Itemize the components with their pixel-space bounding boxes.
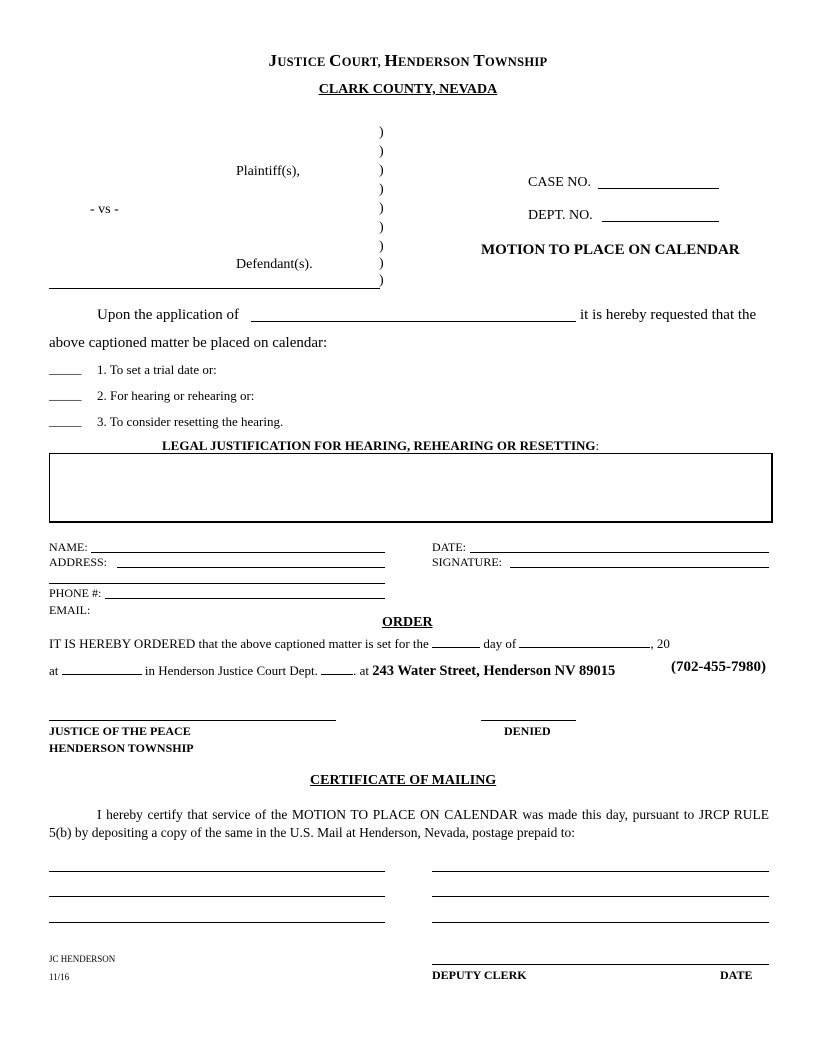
date-field[interactable] — [470, 552, 769, 553]
vs-label: - vs - — [90, 202, 119, 217]
signature-field[interactable] — [510, 567, 769, 568]
phone-field[interactable] — [105, 598, 385, 599]
caption-paren: ) — [379, 256, 384, 271]
certificate-paragraph: I hereby certify that service of the MOTION TO PLACE ON CALENDAR was made this day, pursuant to JRCP RULE 5(b) by depositing a copy of the same in the U.S. Mail at Henderson, Nevada, postage prepaid to: — [49, 807, 769, 840]
recipient-field[interactable] — [432, 871, 769, 872]
court-address: 243 Water Street, Henderson NV 89015 — [372, 663, 616, 679]
case-no-label: CASE NO. — [528, 175, 592, 190]
caption-paren: ) — [379, 220, 384, 235]
caption-paren: ) — [379, 239, 384, 254]
name-label: NAME: — [49, 540, 88, 554]
applicant-name-field[interactable] — [251, 321, 576, 322]
deputy-clerk-label: DEPUTY CLERK — [432, 968, 527, 982]
case-no-field[interactable] — [598, 188, 719, 189]
email-label: EMAIL: — [49, 603, 91, 617]
defendant-label: Defendant(s). — [236, 257, 313, 272]
option-2-label: 2. For hearing or rehearing or: — [97, 388, 255, 403]
order-day-field[interactable] — [432, 647, 480, 648]
judge-signature-line[interactable] — [49, 720, 336, 721]
county-title: CLARK COUNTY, NEVADA — [318, 82, 498, 97]
application-intro: Upon the application of — [97, 307, 240, 323]
address-label: ADDRESS: — [49, 555, 108, 569]
recipient-field[interactable] — [432, 922, 769, 923]
caption-paren: ) — [379, 201, 384, 216]
justification-heading: LEGAL JUSTIFICATION FOR HEARING, REHEARING OR RESETTING: — [162, 438, 600, 453]
order-line1: IT IS HEREBY ORDERED that the above captioned matter is set for the day of , 20 — [49, 636, 670, 651]
caption-paren: ) — [379, 125, 384, 140]
clerk-date-label: DATE — [720, 968, 753, 982]
recipient-field[interactable] — [49, 871, 385, 872]
order-time-field[interactable] — [62, 674, 142, 675]
application-line2: above captioned matter be placed on calendar: — [49, 335, 328, 351]
option-2-blank[interactable]: _____ — [49, 387, 82, 402]
application-mid: it is hereby requested that the — [580, 307, 757, 323]
address-field-line2[interactable] — [49, 583, 385, 584]
plaintiff-label: Plaintiff(s), — [236, 164, 300, 179]
form-revision: 11/16 — [49, 972, 70, 982]
justification-textarea[interactable] — [49, 453, 773, 523]
option-1-label: 1. To set a trial date or: — [97, 362, 217, 377]
judge-township: HENDERSON TOWNSHIP — [49, 741, 194, 755]
denied-label: DENIED — [504, 724, 551, 738]
clerk-signature-line[interactable] — [432, 964, 769, 965]
option-3-blank[interactable]: _____ — [49, 413, 82, 428]
signature-label: SIGNATURE: — [432, 555, 503, 569]
certificate-heading: CERTIFICATE OF MAILING — [310, 773, 497, 788]
order-dept-field[interactable] — [321, 674, 353, 675]
caption-paren: ) — [379, 273, 384, 288]
judge-title: JUSTICE OF THE PEACE — [49, 724, 191, 738]
court-title: JUSTICE COURT, HENDERSON TOWNSHIP — [268, 51, 548, 70]
order-month-field[interactable] — [519, 647, 650, 648]
option-3-label: 3. To consider resetting the hearing. — [97, 414, 284, 429]
caption-paren: ) — [379, 144, 384, 159]
order-line2: at in Henderson Justice Court Dept. . at 243 Water Street, Henderson NV 89015 — [49, 663, 616, 679]
dept-no-label: DEPT. NO. — [528, 208, 593, 223]
recipient-field[interactable] — [49, 896, 385, 897]
denied-signature-line[interactable] — [481, 720, 576, 721]
caption-rule — [49, 288, 380, 289]
date-label: DATE: — [432, 540, 466, 554]
caption-paren: ) — [379, 182, 384, 197]
phone-label: PHONE #: — [49, 586, 102, 600]
order-heading: ORDER — [382, 615, 433, 630]
form-id: JC HENDERSON — [49, 954, 116, 964]
court-phone: (702-455-7980) — [671, 659, 766, 675]
dept-no-field[interactable] — [602, 221, 719, 222]
motion-title: MOTION TO PLACE ON CALENDAR — [481, 242, 740, 258]
recipient-field[interactable] — [432, 896, 769, 897]
address-field[interactable] — [117, 567, 385, 568]
option-1-blank[interactable]: _____ — [49, 361, 82, 376]
recipient-field[interactable] — [49, 922, 385, 923]
caption-paren: ) — [379, 163, 384, 178]
name-field[interactable] — [91, 552, 385, 553]
